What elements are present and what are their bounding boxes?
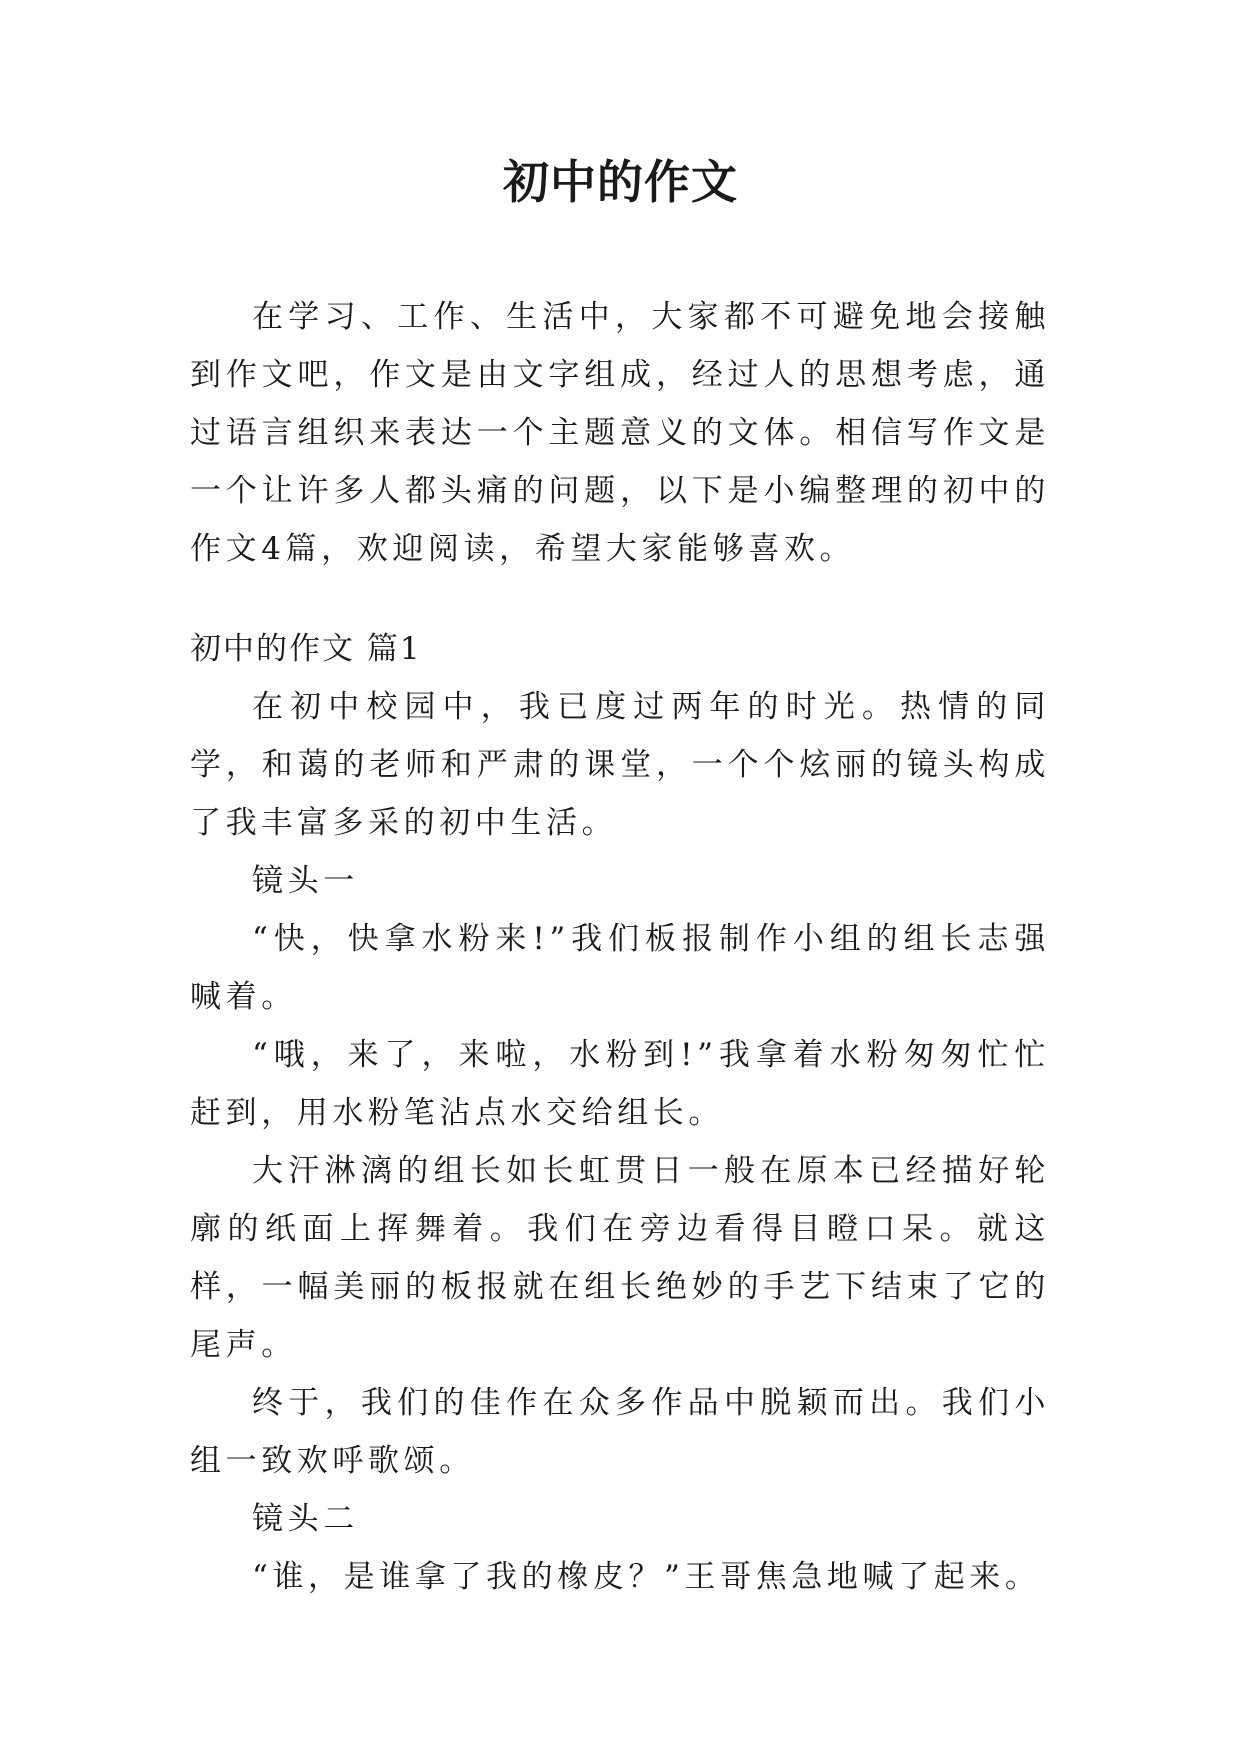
body-paragraph: “快，快拿水粉来!”我们板报制作小组的组长志强喊着。 [190, 921, 1050, 1015]
document-title: 初中的作文 [503, 155, 738, 209]
body-paragraph: 终于，我们的佳作在众多作品中脱颖而出。我们小组一致欢呼歌颂。 [190, 1385, 1050, 1479]
body-paragraph: “谁，是谁拿了我的橡皮？”王哥焦急地喊了起来。 [252, 1559, 1041, 1595]
scene-heading: 镜头二 [252, 1501, 359, 1537]
body-paragraph: “哦，来了，来啦，水粉到!”我拿着水粉匆匆忙忙赶到，用水粉笔沾点水交给组长。 [190, 1037, 1050, 1131]
scene-heading: 镜头一 [252, 863, 359, 899]
body-paragraph: 在初中校园中，我已度过两年的时光。热情的同学，和蔼的老师和严肃的课堂，一个个炫丽的镜头构成了我丰富多采的初中生活。 [190, 689, 1050, 841]
intro-paragraph: 在学习、工作、生活中，大家都不可避免地会接触到作文吧，作文是由文字组成，经过人的思想考虑，通过语言组织来表达一个主题意义的文体。相信写作文是一个让许多人都头痛的问题，以下是小编整理的初中的作文4篇，欢迎阅读，希望大家能够喜欢。 [190, 299, 1050, 567]
document-body [190, 288, 1050, 1606]
section-heading: 初中的作文 篇1 [190, 631, 422, 667]
body-paragraph: 大汗淋漓的组长如长虹贯日一般在原本已经描好轮廓的纸面上挥舞着。我们在旁边看得目瞪口呆。就这样，一幅美丽的板报就在组长绝妙的手艺下结束了它的尾声。 [190, 1153, 1050, 1363]
